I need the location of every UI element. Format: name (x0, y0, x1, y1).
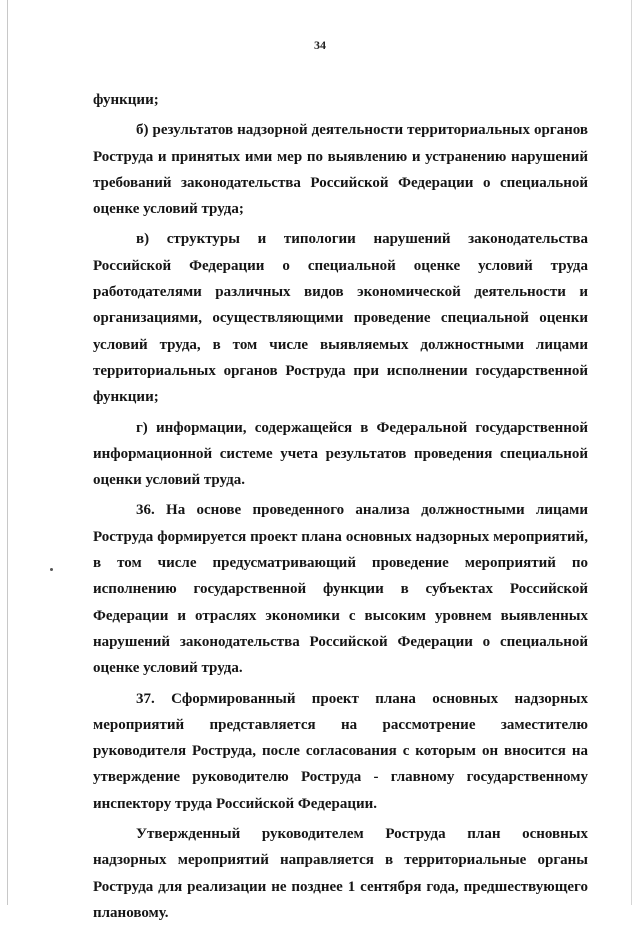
scan-speck (50, 568, 53, 571)
paragraph-approved-plan: Утвержденный руководителем Роструда план основных надзорных мероприятий направляется в территориальные органы Роструда для реализации не позднее 1 сентября года, предшествующего плановому. (93, 826, 588, 921)
page-number: 34 (314, 38, 326, 52)
paragraph-item-b: б) результатов надзорной деятельности территориальных органов Роструда и принятых ими мер по выявлению и устранению нарушений требований законодательства Российской Федерации о специальной оценке условий труда; (93, 122, 588, 218)
paragraph-continuation: функции; (93, 92, 159, 108)
document-body (93, 87, 588, 926)
page-edge-left (7, 0, 8, 905)
paragraph-item-g: г) информации, содержащейся в Федеральной государственной информационной системе учета результатов проведения специальной оценки условий труда. (93, 419, 588, 489)
page-edge-right (631, 0, 632, 905)
paragraph-clause-37: 37. Сформированный проект плана основных надзорных мероприятий представляется на рассмотрение заместителю руководителя Роструда, после согласования с которым он вносится на утверждение руководителю Роструда - главному государственному инспектору труда Российской Федерации. (93, 690, 588, 812)
paragraph-clause-36: 36. На основе проведенного анализа должностными лицами Роструда формируется проект плана основных надзорных мероприятий, в том числе предусматривающий проведение мероприятий по исполнению государственной функции в субъектах Российской Федерации и отраслях экономики с высоким уровнем выявленных нарушений законодательства Российской Федерации о специальной оценке условий труда. (93, 502, 588, 677)
paragraph-item-v: в) структуры и типологии нарушений законодательства Российской Федерации о специальной оценке условий труда работодателями различных видов экономической деятельности и организациями, осуществляющими проведение специальной оценки условий труда, в том числе выявляемых должностными лицами территориальных органов Роструда при исполнении государственной функции; (93, 231, 588, 406)
